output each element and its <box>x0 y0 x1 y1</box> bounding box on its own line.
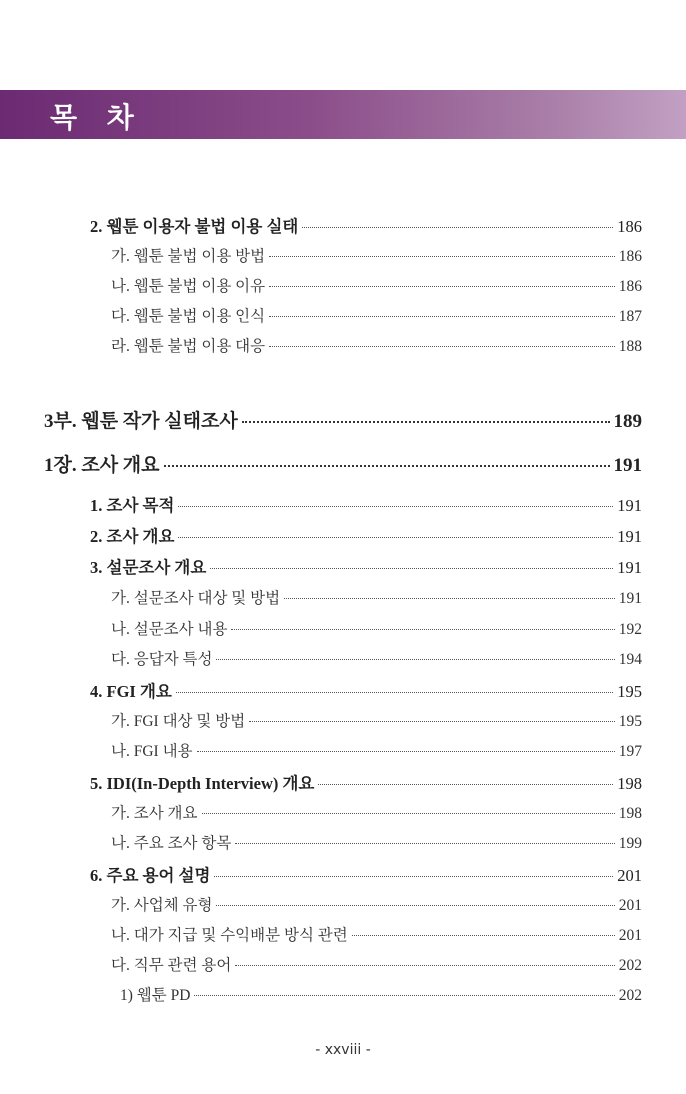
toc-entry[interactable] <box>111 831 642 853</box>
dot-leader <box>235 965 614 966</box>
dot-leader <box>178 506 613 507</box>
toc-entry[interactable] <box>90 213 642 237</box>
page-number: - xxviii - <box>315 1042 371 1058</box>
toc-entry[interactable] <box>111 647 642 669</box>
toc-entry-page: 198 <box>618 805 642 822</box>
toc-entry-page: 191 <box>617 496 642 515</box>
toc-entry-label: 1장. 조사 개요 <box>44 455 160 476</box>
toc-entry-label: 2. 조사 개요 <box>90 527 175 546</box>
toc-entry-label: 2. 웹툰 이용자 불법 이용 실태 <box>90 217 299 236</box>
toc-entry-page: 191 <box>617 527 642 546</box>
dot-leader <box>210 568 613 569</box>
toc-entry[interactable] <box>90 523 642 547</box>
toc-entry-label: 나. 설문조사 내용 <box>111 621 228 638</box>
toc-entry-label: 가. 설문조사 대상 및 방법 <box>111 590 281 607</box>
toc-entry-page: 201 <box>618 927 642 944</box>
toc-entry-page: 195 <box>618 713 642 730</box>
toc-chapter-entry[interactable] <box>44 450 642 477</box>
dot-leader <box>352 935 615 936</box>
dot-leader <box>242 421 610 423</box>
toc-entry-page: 199 <box>618 835 642 852</box>
toc-entry-page: 201 <box>617 866 642 885</box>
dot-leader <box>214 876 613 877</box>
toc-entry-label: 가. 조사 개요 <box>111 805 198 822</box>
toc-entry-label: 다. 응답자 특성 <box>111 651 213 668</box>
toc-entry-page: 192 <box>618 621 642 638</box>
toc-entry-page: 186 <box>618 278 642 295</box>
toc-entry-page: 191 <box>617 558 642 577</box>
toc-entry-label: 나. 주요 조사 항목 <box>111 835 232 852</box>
dot-leader <box>249 721 615 722</box>
dot-leader <box>269 346 615 347</box>
page-title: 목 차 <box>50 101 144 134</box>
toc-entry[interactable] <box>90 554 642 578</box>
toc-entry[interactable] <box>111 923 642 945</box>
toc-part-entry[interactable] <box>44 406 642 433</box>
toc-entry-page: 197 <box>618 743 642 760</box>
toc-entry-page: 195 <box>617 682 642 701</box>
toc-entry-page: 202 <box>618 957 642 974</box>
toc-entry[interactable] <box>111 709 642 731</box>
dot-leader <box>231 629 614 630</box>
toc-entry[interactable] <box>90 678 642 702</box>
toc-entry-page: 201 <box>618 897 642 914</box>
dot-leader <box>216 905 614 906</box>
toc-entry-page: 187 <box>618 308 642 325</box>
dot-leader <box>318 784 613 785</box>
toc-entry-label: 5. IDI(In-Depth Interview) 개요 <box>90 774 315 793</box>
toc-entry[interactable] <box>111 617 642 639</box>
toc-entry-label: 3. 설문조사 개요 <box>90 558 207 577</box>
dot-leader <box>269 316 615 317</box>
dot-leader <box>284 598 615 599</box>
dot-leader <box>194 995 614 996</box>
toc-entry[interactable] <box>111 739 642 761</box>
toc-entry-page: 189 <box>613 411 642 432</box>
toc-entry-label: 1. 조사 목적 <box>90 496 175 515</box>
toc-entry-label: 4. FGI 개요 <box>90 682 172 701</box>
toc-entry-page: 191 <box>618 590 642 607</box>
toc-entry-label: 1) 웹툰 PD <box>120 987 191 1004</box>
toc-header-banner <box>0 90 686 139</box>
toc-entry-label: 다. 웹툰 불법 이용 인식 <box>111 308 266 325</box>
toc-entry-label: 3부. 웹툰 작가 실태조사 <box>44 411 238 432</box>
toc-entry-label: 6. 주요 용어 설명 <box>90 866 211 885</box>
toc-entry-label: 가. 웹툰 불법 이용 방법 <box>111 248 266 265</box>
toc-entry[interactable] <box>90 862 642 886</box>
dot-leader <box>269 256 615 257</box>
toc-entry[interactable] <box>111 244 642 266</box>
toc-entry[interactable] <box>90 492 642 516</box>
toc-entry-page: 198 <box>617 774 642 793</box>
toc-entry-page: 188 <box>618 338 642 355</box>
toc-entry[interactable] <box>120 983 642 1005</box>
toc-entry-label: 가. 사업체 유형 <box>111 897 213 914</box>
toc-entry[interactable] <box>111 953 642 975</box>
toc-entry-label: 라. 웹툰 불법 이용 대응 <box>111 338 266 355</box>
toc-entry-page: 191 <box>613 455 642 476</box>
dot-leader <box>178 537 613 538</box>
dot-leader <box>197 751 615 752</box>
toc-entry-label: 가. FGI 대상 및 방법 <box>111 713 246 730</box>
toc-entry-page: 186 <box>618 248 642 265</box>
toc-entry-page: 186 <box>617 217 642 236</box>
toc-entry-label: 나. 웹툰 불법 이용 이유 <box>111 278 266 295</box>
dot-leader <box>302 227 613 228</box>
dot-leader <box>164 465 610 467</box>
toc-entry-page: 194 <box>618 651 642 668</box>
toc-entry[interactable] <box>111 893 642 915</box>
toc-entry[interactable] <box>90 770 642 794</box>
toc-entry-label: 다. 직무 관련 용어 <box>111 957 232 974</box>
toc-entry-label: 나. 대가 지급 및 수익배분 방식 관련 <box>111 927 348 944</box>
toc-entry[interactable] <box>111 304 642 326</box>
dot-leader <box>216 659 614 660</box>
toc-entry[interactable] <box>111 801 642 823</box>
dot-leader <box>235 843 614 844</box>
dot-leader <box>176 692 613 693</box>
toc-entry[interactable] <box>111 274 642 296</box>
dot-leader <box>202 813 615 814</box>
toc-entry[interactable] <box>111 334 642 356</box>
toc-entry-page: 202 <box>618 987 642 1004</box>
toc-entry[interactable] <box>111 586 642 608</box>
dot-leader <box>269 286 615 287</box>
toc-entry-label: 나. FGI 내용 <box>111 743 193 760</box>
